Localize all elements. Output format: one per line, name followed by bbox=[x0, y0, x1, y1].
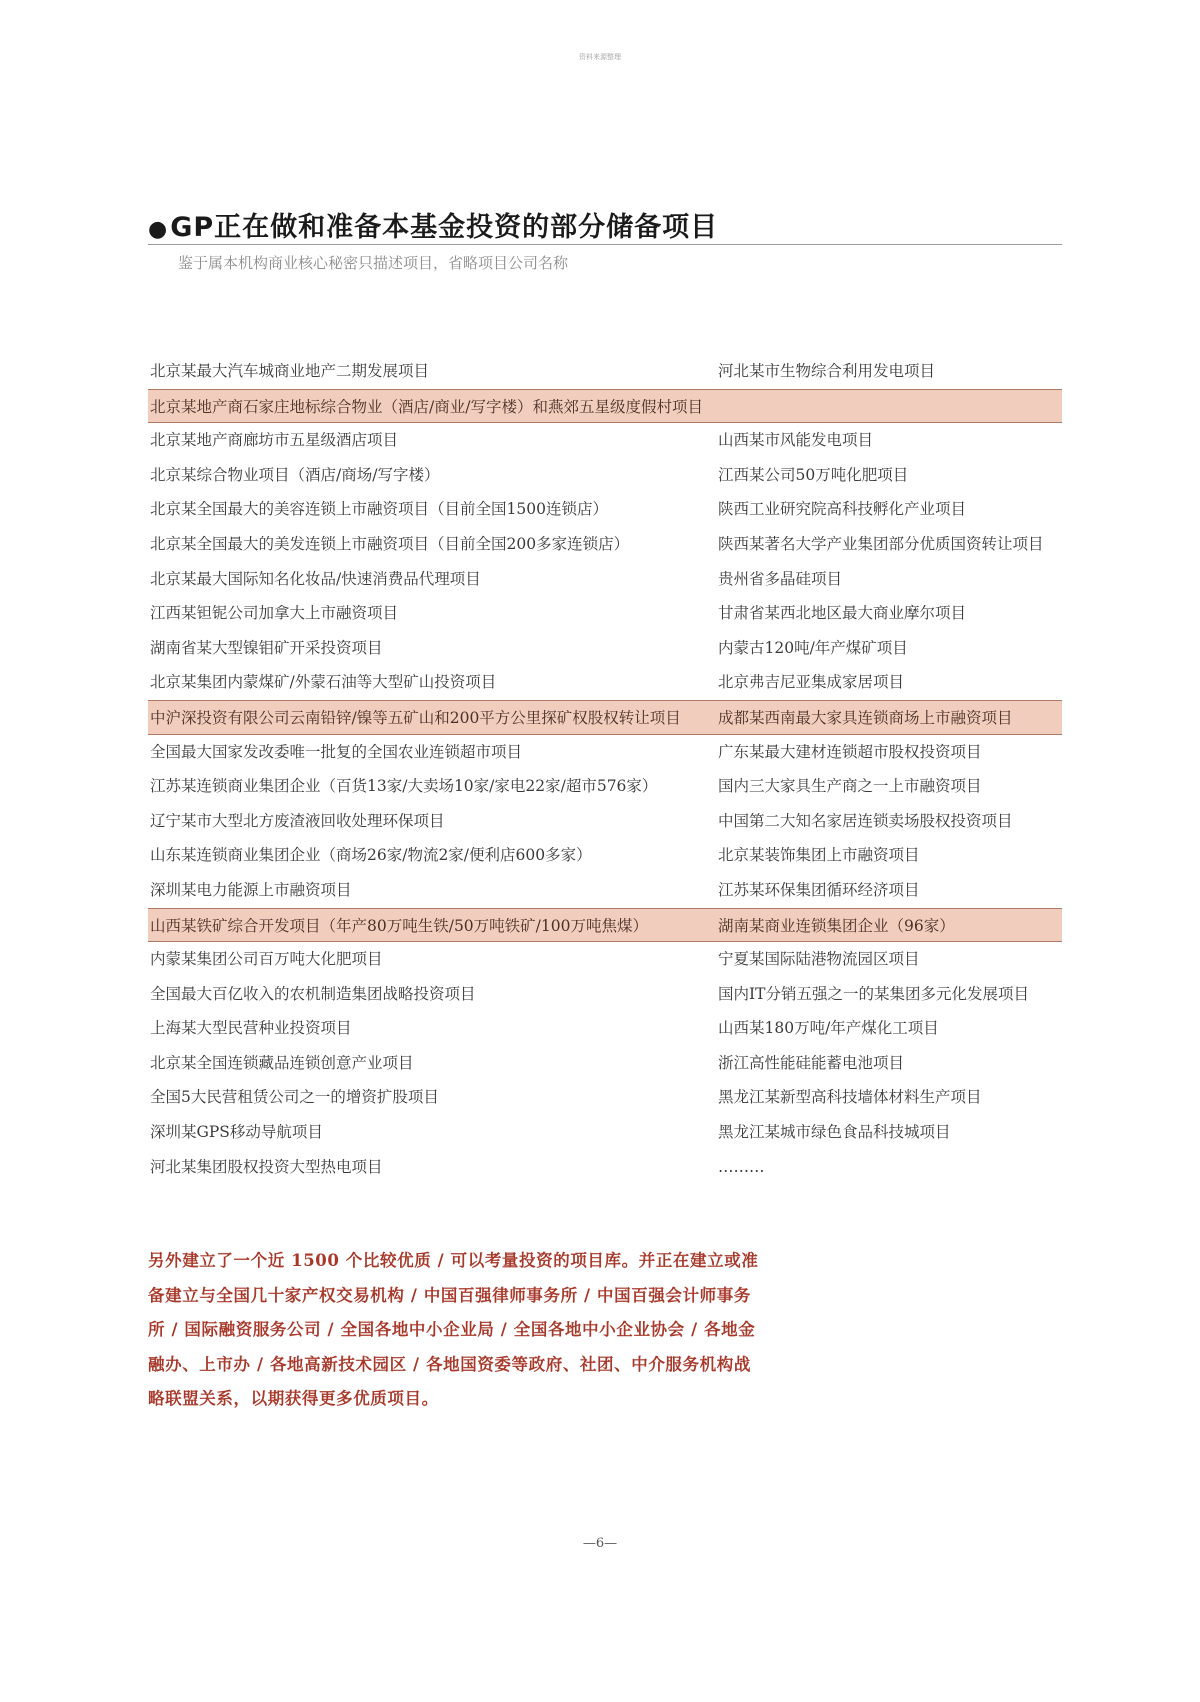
project-right: 中国第二大知名家居连锁卖场股权投资项目 bbox=[718, 811, 1013, 830]
project-left: 北京某最大汽车城商业地产二期发展项目 bbox=[150, 362, 430, 380]
project-row bbox=[148, 562, 1062, 597]
subtitle: 鉴于属本机构商业核心秘密只描述项目，省略项目公司名称 bbox=[178, 254, 569, 272]
project-right: 黑龙江某城市绿色食品科技城项目 bbox=[718, 1123, 951, 1142]
project-left: 山西某铁矿综合开发项目（年产80万吨生铁/50万吨铁矿/100万吨焦煤） bbox=[150, 916, 648, 935]
title-divider bbox=[148, 244, 1062, 245]
project-left: 全国最大国家发改委唯一批复的全国农业连锁超市项目 bbox=[150, 742, 523, 761]
project-right: 陕西某著名大学产业集团部分优质国资转让项目 bbox=[718, 534, 1044, 553]
project-row bbox=[148, 423, 1062, 458]
project-right: 广东某最大建材连锁超市股权投资项目 bbox=[718, 742, 982, 761]
project-left: 北京某全国最大的美发连锁上市融资项目（目前全国200多家连锁店） bbox=[150, 534, 630, 553]
project-right: 黑龙江某新型高科技墙体材料生产项目 bbox=[718, 1088, 982, 1107]
project-row bbox=[148, 735, 1062, 770]
project-right: ……… bbox=[718, 1157, 765, 1176]
project-left: 山东某连锁商业集团企业（商场26家/物流2家/便利店600多家） bbox=[150, 846, 592, 865]
project-right: 甘肃省某西北地区最大商业摩尔项目 bbox=[718, 604, 967, 623]
highlighted-project-row bbox=[148, 389, 1062, 424]
project-row bbox=[148, 665, 1062, 700]
project-right: 宁夏某国际陆港物流园区项目 bbox=[718, 950, 920, 969]
highlighted-project-row bbox=[148, 908, 1062, 943]
project-library-paragraph bbox=[148, 1244, 758, 1417]
project-row bbox=[148, 354, 1062, 389]
project-row bbox=[148, 458, 1062, 493]
paragraph-line: 略联盟关系，以期获得更多优质项目。 bbox=[148, 1389, 439, 1408]
page-number: —6— bbox=[582, 1536, 618, 1551]
project-row bbox=[148, 942, 1062, 977]
project-row bbox=[148, 631, 1062, 666]
project-right: 内蒙古120吨/年产煤矿项目 bbox=[718, 638, 908, 657]
paragraph-line: 融办、上市办 / 各地高新技术园区 / 各地国资委等政府、社团、中介服务机构战 bbox=[148, 1354, 751, 1374]
project-list bbox=[148, 354, 1062, 1184]
project-left: 北京某地产商石家庄地标综合物业（酒店/商业/写字楼）和燕郊五星级度假村项目 bbox=[150, 397, 703, 416]
project-right: 国内三大家具生产商之一上市融资项目 bbox=[718, 777, 982, 796]
project-row bbox=[148, 838, 1062, 873]
project-right: 山西某市风能发电项目 bbox=[718, 431, 874, 450]
paragraph-line: 所 / 国际融资服务公司 / 全国各地中小企业局 / 全国各地中小企业协会 / 各地金 bbox=[148, 1320, 756, 1339]
project-right: 湖南某商业连锁集团企业（96家） bbox=[718, 916, 955, 935]
project-left: 中沪深投资有限公司云南铅锌/镍等五矿山和200平方公里探矿权股权转让项目 bbox=[150, 708, 681, 727]
project-left: 全国最大百亿收入的农机制造集团战略投资项目 bbox=[150, 984, 476, 1003]
project-left: 全国5大民营租赁公司之一的增资扩股项目 bbox=[150, 1088, 439, 1107]
project-row bbox=[148, 1046, 1062, 1081]
project-left: 北京某综合物业项目（酒店/商场/写字楼） bbox=[150, 465, 440, 484]
project-left: 北京某全国连锁藏品连锁创意产业项目 bbox=[150, 1053, 414, 1072]
project-left: 辽宁某市大型北方废渣液回收处理环保项目 bbox=[150, 811, 445, 830]
project-left: 北京某最大国际知名化妆品/快速消费品代理项目 bbox=[150, 569, 481, 588]
project-row bbox=[148, 527, 1062, 562]
project-row bbox=[148, 596, 1062, 631]
project-left: 北京某集团内蒙煤矿/外蒙石油等大型矿山投资项目 bbox=[150, 673, 497, 692]
project-row bbox=[148, 873, 1062, 908]
paragraph-line: 备建立与全国几十家产权交易机构 / 中国百强律师事务所 / 中国百强会计师事务 bbox=[148, 1285, 751, 1305]
project-left: 深圳某GPS移动导航项目 bbox=[150, 1123, 323, 1142]
project-left: 北京某全国最大的美容连锁上市融资项目（目前全国1500连锁店） bbox=[150, 500, 608, 519]
project-right: 陕西工业研究院高科技孵化产业项目 bbox=[718, 500, 967, 519]
page-title bbox=[148, 205, 718, 244]
project-right: 贵州省多晶硅项目 bbox=[718, 569, 843, 588]
project-right: 山西某180万吨/年产煤化工项目 bbox=[718, 1019, 939, 1038]
project-row bbox=[148, 1011, 1062, 1046]
paragraph-line: 另外建立了一个近 1500 个比较优质 / 可以考量投资的项目库。并正在建立或准 bbox=[148, 1251, 759, 1270]
project-left: 湖南省某大型镍钼矿开采投资项目 bbox=[150, 638, 383, 657]
project-row bbox=[148, 769, 1062, 804]
bullet-icon: ● bbox=[148, 217, 169, 242]
project-left: 北京某地产商廊坊市五星级酒店项目 bbox=[150, 431, 399, 450]
project-right: 北京弗吉尼亚集成家居项目 bbox=[718, 673, 905, 692]
title-text: GP正在做和准备本基金投资的部分储备项目 bbox=[170, 212, 719, 243]
highlighted-project-row bbox=[148, 700, 1062, 735]
project-right: 北京某装饰集团上市融资项目 bbox=[718, 846, 920, 865]
project-row bbox=[148, 492, 1062, 527]
project-right: 浙江高性能硅能蓄电池项目 bbox=[718, 1053, 905, 1072]
project-right: 江苏某环保集团循环经济项目 bbox=[718, 880, 920, 899]
project-left: 上海某大型民营种业投资项目 bbox=[150, 1019, 352, 1038]
project-left: 内蒙某集团公司百万吨大化肥项目 bbox=[150, 950, 383, 969]
project-right: 江西某公司50万吨化肥项目 bbox=[718, 465, 909, 484]
project-row bbox=[148, 1115, 1062, 1150]
project-right: 成都某西南最大家具连锁商场上市融资项目 bbox=[718, 708, 1013, 727]
project-left: 河北某集团股权投资大型热电项目 bbox=[150, 1157, 383, 1176]
project-left: 江苏某连锁商业集团企业（百货13家/大卖场10家/家电22家/超市576家） bbox=[150, 777, 658, 796]
project-left: 深圳某电力能源上市融资项目 bbox=[150, 880, 352, 899]
header-note: 资料来源整理 bbox=[579, 53, 621, 61]
project-row bbox=[148, 1080, 1062, 1115]
project-left: 江西某钽铌公司加拿大上市融资项目 bbox=[150, 604, 399, 623]
project-right: 国内IT分销五强之一的某集团多元化发展项目 bbox=[718, 984, 1029, 1003]
project-row bbox=[148, 804, 1062, 839]
project-row bbox=[148, 977, 1062, 1012]
project-row bbox=[148, 1150, 1062, 1185]
project-right: 河北某市生物综合利用发电项目 bbox=[718, 362, 936, 380]
